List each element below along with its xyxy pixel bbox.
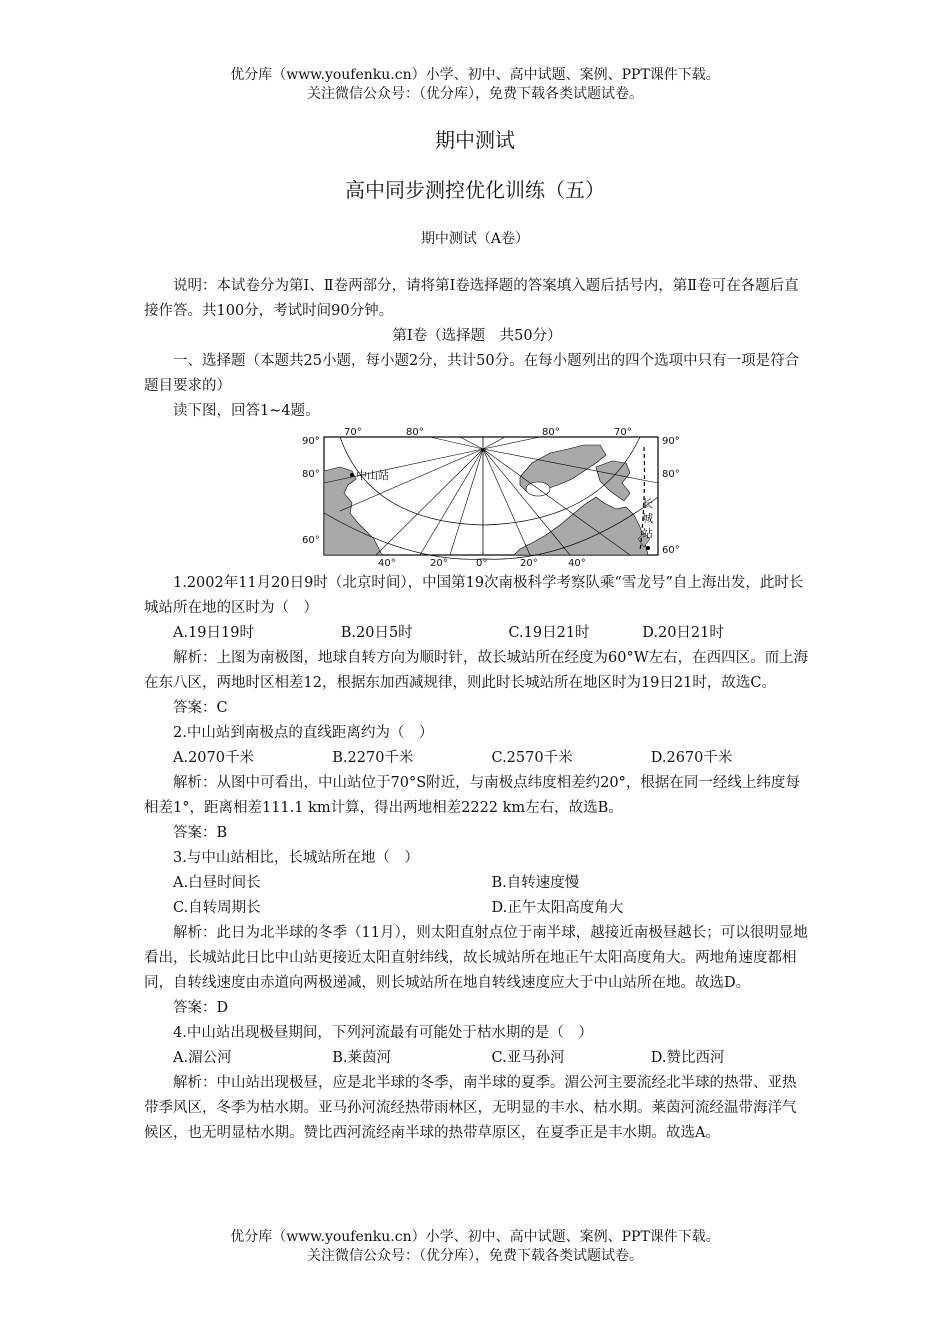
label-lon-80-left: 80° xyxy=(406,427,424,438)
page-footer xyxy=(0,1228,950,1266)
part1-title: 第Ⅰ卷（选择题 共50分） xyxy=(392,328,562,344)
option: B.莱茵河 xyxy=(332,1050,392,1066)
option: A.白昼时间长 xyxy=(173,875,261,891)
option: C.亚马孙河 xyxy=(491,1050,565,1066)
question-stem: 3.与中山站相比，长城站所在地（ ） xyxy=(173,850,419,866)
header-line-1: 优分库（www.youfenku.cn）小学、初中、高中试题、案例、PPT课件下载。 xyxy=(230,67,720,83)
antarctica-map xyxy=(300,427,690,567)
question-stem: 2.中山站到南极点的直线距离约为（ ） xyxy=(173,725,434,741)
label-changcheng-3: 站 xyxy=(642,527,653,540)
part1-instruction: 一、选择题（本题共25小题，每小题2分，共计50分。在每小题列出的四个选项中只有一项是符合题目要求的） xyxy=(144,353,800,394)
option: C.2570千米 xyxy=(491,750,573,766)
label-lon-80-right: 80° xyxy=(542,427,560,438)
option: A.2070千米 xyxy=(173,750,254,766)
read-map-instruction: 读下图，回答1~4题。 xyxy=(173,403,320,419)
question-options xyxy=(144,871,810,896)
question-answer: 答案：B xyxy=(173,825,228,841)
option: D.赞比西河 xyxy=(650,1050,725,1066)
document-body xyxy=(144,274,810,1146)
intro-paragraph: 说明：本试卷分为第Ⅰ、Ⅱ卷两部分，请将第Ⅰ卷选择题的答案填入题后括号内，第Ⅱ卷可在各题后直接作答。共100分，考试时间90分钟。 xyxy=(144,278,799,319)
label-changcheng-1: 长 xyxy=(642,497,653,510)
question-analysis: 解析：上图为南极图，地球自转方向为顺时针，故长城站所在经度为60°W左右，在西四区。而上海在东八区，两地时区相差12，根据东加西减规律，则此时长城站所在地区时为19日21时，故选C。 xyxy=(144,650,809,691)
label-lon-40-left: 40° xyxy=(378,558,396,567)
option: A.19日19时 xyxy=(173,625,254,641)
label-lat-90-left: 90° xyxy=(302,436,320,447)
question-analysis: 解析：从图中可看出，中山站位于70°S附近，与南极点纬度相差约20°，根据在同一经线上纬度每相差1°，距离相差111.1 km计算，得出两地相差2222 km左右，故选B。 xyxy=(144,775,800,816)
label-lon-20-left: 20° xyxy=(430,558,448,567)
changcheng-marker xyxy=(646,546,650,550)
section-title: 期中测试（A卷） xyxy=(420,231,530,247)
label-lon-20-right: 20° xyxy=(520,558,538,567)
label-zhongshan-station: 中山站 xyxy=(356,469,389,482)
question-stem: 1.2002年11月20日9时（北京时间），中国第19次南极科学考察队乘“雪龙号”自上海出发，此时长城站所在地的区时为（ ） xyxy=(144,575,804,616)
option: D.正午太阳高度角大 xyxy=(491,900,624,916)
label-lon-70-right: 70° xyxy=(614,427,632,438)
label-lon-40-right: 40° xyxy=(568,558,586,567)
footer-line-1: 优分库（www.youfenku.cn）小学、初中、高中试题、案例、PPT课件下载。 xyxy=(230,1229,720,1245)
question-options xyxy=(144,1046,810,1071)
label-lat-80-right: 80° xyxy=(662,469,680,480)
option: B.自转速度慢 xyxy=(491,875,580,891)
question-options xyxy=(144,896,810,921)
label-lat-90-right: 90° xyxy=(662,436,680,447)
label-lon-70-left: 70° xyxy=(344,427,362,438)
question-options xyxy=(144,746,810,771)
label-changcheng-2: 城 xyxy=(642,512,653,525)
zhongshan-marker xyxy=(350,473,354,477)
page-subtitle: 高中同步测控优化训练（五） xyxy=(345,178,605,202)
option: A.湄公河 xyxy=(173,1050,232,1066)
page-title: 期中测试 xyxy=(435,128,515,152)
option: B.2270千米 xyxy=(332,750,414,766)
option: D.2670千米 xyxy=(650,750,733,766)
option: C.19日21时 xyxy=(508,625,590,641)
page-header xyxy=(0,66,950,104)
option: B.20日5时 xyxy=(340,625,413,641)
question-stem: 4.中山站出现极昼期间，下列河流最有可能处于枯水期的是（ ） xyxy=(173,1025,593,1041)
label-lon-0: 0° xyxy=(476,558,488,567)
label-lat-60-right: 60° xyxy=(662,545,680,556)
label-lat-60-left: 60° xyxy=(302,535,320,546)
question-answer: 答案：C xyxy=(173,700,228,716)
footer-line-2: 关注微信公众号：（优分库），免费下载各类试题试卷。 xyxy=(307,1248,643,1264)
option: C.自转周期长 xyxy=(173,900,261,916)
question-analysis: 解析：中山站出现极昼，应是北半球的冬季，南半球的夏季。湄公河主要流经北半球的热带、亚热带季风区，冬季为枯水期。亚马孙河流经热带雨林区，无明显的丰水、枯水期。莱茵河流经温带海洋气候区，也无明显枯水期。赞比西河流经南半球的热带草原区，在夏季正是丰水期。故选A。 xyxy=(144,1075,797,1141)
question-answer: 答案：D xyxy=(173,1000,229,1016)
header-line-2: 关注微信公众号：（优分库），免费下载各类试题试卷。 xyxy=(307,86,643,102)
question-options xyxy=(144,621,810,646)
label-lat-80-left: 80° xyxy=(302,469,320,480)
question-analysis: 解析：此日为北半球的冬季（11月），则太阳直射点位于南半球，越接近南极昼越长；可以很明显地看出，长城站此日比中山站更接近太阳直射纬线，故长城站所在地正午太阳高度角大。两地角速度都相同，自转线速度由赤道向两极递减，则长城站所在地自转线速度应大于中山站所在地。故选D。 xyxy=(144,925,808,991)
option: D.20日21时 xyxy=(642,625,724,641)
